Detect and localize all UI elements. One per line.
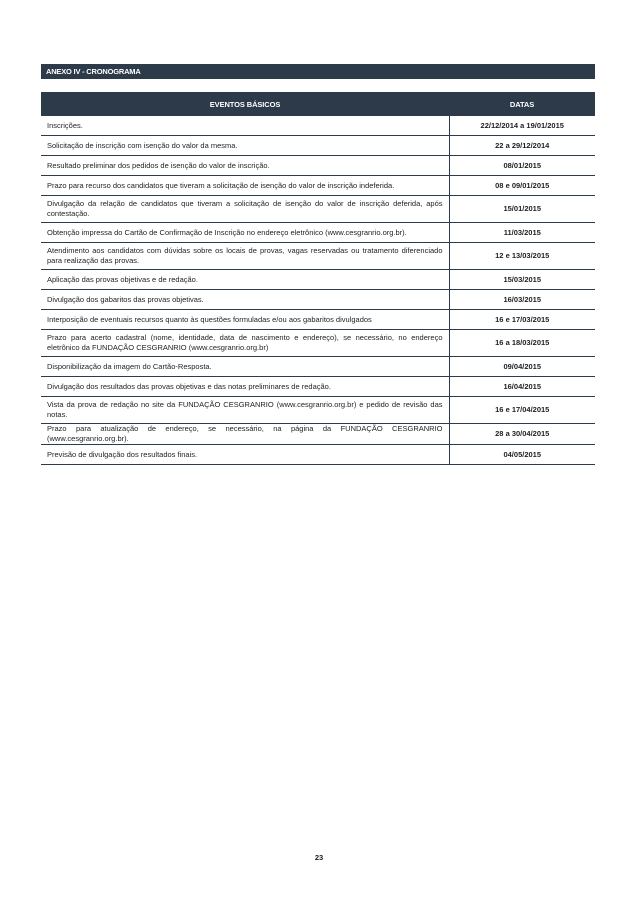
event-cell: Divulgação dos gabaritos das provas objetivas. — [41, 290, 449, 310]
table-row — [41, 330, 595, 357]
date-cell: 28 a 30/04/2015 — [449, 424, 595, 445]
date-cell: 11/03/2015 — [449, 223, 595, 243]
date-cell: 22/12/2014 a 19/01/2015 — [449, 116, 595, 136]
event-cell: Prazo para atualização de endereço, se necessário, na página da FUNDAÇÃO CESGRANRIO (www.cesgranrio.org.br). — [41, 424, 449, 445]
event-cell: Vista da prova de redação no site da FUNDAÇÃO CESGRANRIO (www.cesgranrio.org.br) e pedido de revisão das notas. — [41, 397, 449, 424]
event-cell: Inscrições. — [41, 116, 449, 136]
date-cell: 16 e 17/03/2015 — [449, 310, 595, 330]
date-cell: 15/03/2015 — [449, 270, 595, 290]
table-row — [41, 223, 595, 243]
event-cell: Atendimento aos candidatos com dúvidas sobre os locais de provas, vagas reservadas ou tratamento diferenciado para realização das provas. — [41, 243, 449, 270]
date-cell: 12 e 13/03/2015 — [449, 243, 595, 270]
event-cell: Solicitação de inscrição com isenção do valor da mesma. — [41, 136, 449, 156]
table-row — [41, 377, 595, 397]
date-cell: 15/01/2015 — [449, 196, 595, 223]
date-cell: 16/04/2015 — [449, 377, 595, 397]
table-row — [41, 270, 595, 290]
table-row — [41, 397, 595, 424]
event-cell: Resultado preliminar dos pedidos de isenção do valor de inscrição. — [41, 156, 449, 176]
event-cell: Divulgação da relação de candidatos que tiveram a solicitação de isenção do valor de inscrição deferida, após contestação. — [41, 196, 449, 223]
table-row — [41, 176, 595, 196]
table-row — [41, 357, 595, 377]
date-cell: 09/04/2015 — [449, 357, 595, 377]
date-cell: 22 a 29/12/2014 — [449, 136, 595, 156]
schedule-table — [41, 92, 595, 465]
event-cell: Divulgação dos resultados das provas objetivas e das notas preliminares de redação. — [41, 377, 449, 397]
date-cell: 16 e 17/04/2015 — [449, 397, 595, 424]
event-cell: Aplicação das provas objetivas e de redação. — [41, 270, 449, 290]
event-cell: Prazo para acerto cadastral (nome, identidade, data de nascimento e endereço), se necessário, no endereço eletrônico da FUNDAÇÃO CESGRANRIO (www.cesgranrio.org.br) — [41, 330, 449, 357]
date-cell: 04/05/2015 — [449, 445, 595, 465]
table-row — [41, 116, 595, 136]
event-cell: Obtenção impressa do Cartão de Confirmação de Inscrição no endereço eletrônico (www.cesgranrio.org.br). — [41, 223, 449, 243]
event-cell: Interposição de eventuais recursos quanto às questões formuladas e/ou aos gabaritos divulgados — [41, 310, 449, 330]
table-row — [41, 310, 595, 330]
date-cell: 08/01/2015 — [449, 156, 595, 176]
table-row — [41, 136, 595, 156]
table-row — [41, 424, 595, 445]
table-row — [41, 156, 595, 176]
event-cell: Prazo para recurso dos candidatos que tiveram a solicitação de isenção do valor de inscrição indeferida. — [41, 176, 449, 196]
date-cell: 16/03/2015 — [449, 290, 595, 310]
event-cell: Disponibilização da imagem do Cartão-Resposta. — [41, 357, 449, 377]
page-number: 23 — [314, 853, 324, 862]
table-row — [41, 445, 595, 465]
table-row — [41, 196, 595, 223]
dates-column-header: DATAS — [449, 92, 595, 116]
date-cell: 08 e 09/01/2015 — [449, 176, 595, 196]
annex-title: ANEXO IV - CRONOGRAMA — [41, 64, 595, 79]
events-column-header: EVENTOS BÁSICOS — [41, 92, 449, 116]
event-cell: Previsão de divulgação dos resultados finais. — [41, 445, 449, 465]
table-row — [41, 290, 595, 310]
table-header-row — [41, 92, 595, 116]
date-cell: 16 a 18/03/2015 — [449, 330, 595, 357]
table-row — [41, 243, 595, 270]
